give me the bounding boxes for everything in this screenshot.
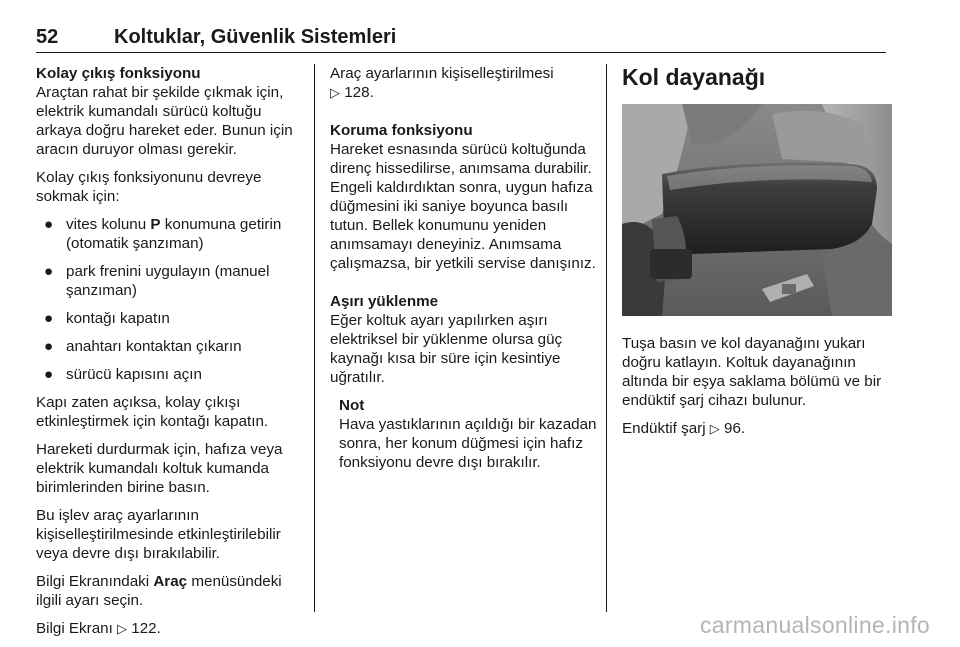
paragraph: Kapı zaten açıksa, kolay çıkışı etkinleştirmek için kontağı kapatın. bbox=[36, 394, 269, 430]
watermark: carmanualsonline.info bbox=[699, 612, 930, 638]
note-text: Hava yastıklarının açıldığı bir kazadan sonra, her konum düğmesi için hafız fonksiyonu devre dışı bırakılır. bbox=[339, 416, 597, 471]
bullet-icon: ● bbox=[44, 366, 54, 383]
paragraph: Bilgi Ekranı ▷ 122. bbox=[36, 620, 161, 637]
paragraph: Eğer koltuk ayarı yapılırken aşırı elektriksel bir yüklenme olursa güç kaynağı kısa bir süre için kesintiye uğratılır. bbox=[330, 312, 563, 386]
easy-exit-heading: Kolay çıkış fonksiyonu bbox=[36, 65, 201, 82]
list-item: ● sürücü kapısını açın bbox=[44, 366, 202, 383]
note-box bbox=[330, 396, 600, 472]
paragraph: Hareket esnasında sürücü koltuğunda direnç hissedilirse, anımsama durabilir. Engeli kaldırdıktan sonra, uygun hafıza düğmesini iki saniye boyunca basılı tutun. Bellek konumunu yeniden anımsamayı deneyiniz. Anımsama çalışmazsa, bir yetkili servise danışınız. bbox=[330, 141, 596, 272]
list-item: ● park frenini uygulayın (manuel şanzıman) bbox=[44, 263, 270, 299]
page-number: 52 bbox=[36, 26, 59, 48]
bullet-list bbox=[36, 215, 308, 384]
list-item: ● vites kolunu P konumuna getirin (otomatik şanzıman) bbox=[44, 216, 282, 252]
column-1 bbox=[36, 64, 308, 647]
column-divider bbox=[606, 64, 607, 612]
paragraph: Bu işlev araç ayarlarının kişiselleştirilmesinde etkinleştirilebilir veya devre dışı bırakılabilir. bbox=[36, 507, 281, 562]
paragraph: Tuşa basın ve kol dayanağını yukarı doğru katlayın. Koltuk dayanağının altında bir eşya saklama bölümü ve bir endüktif şarj cihazı bulunur. bbox=[622, 335, 882, 409]
paragraph: Kolay çıkış fonksiyonunu devreye sokmak için: bbox=[36, 169, 262, 205]
bullet-icon: ● bbox=[44, 263, 54, 280]
reference-arrow-icon: ▷ bbox=[330, 85, 340, 100]
paragraph: Bilgi Ekranındaki Araç menüsündeki ilgili ayarı seçin. bbox=[36, 573, 282, 609]
page-reference-link[interactable]: 122. bbox=[131, 620, 161, 637]
reference-arrow-icon: ▷ bbox=[709, 421, 720, 436]
overload-heading: Aşırı yüklenme bbox=[330, 293, 439, 310]
note-label: Not bbox=[339, 397, 365, 414]
protection-heading: Koruma fonksiyonu bbox=[330, 122, 473, 139]
paragraph: Endüktif şarj ▷ 96. bbox=[622, 420, 746, 437]
column-divider bbox=[314, 64, 315, 612]
page-reference-link[interactable]: 128. bbox=[344, 84, 374, 101]
bullet-icon: ● bbox=[44, 338, 54, 355]
bullet-icon: ● bbox=[44, 310, 54, 327]
list-item: ● kontağı kapatın bbox=[44, 310, 170, 327]
page-reference-link[interactable]: 96. bbox=[724, 420, 746, 437]
bullet-icon: ● bbox=[44, 216, 54, 233]
armrest-photo bbox=[622, 104, 892, 316]
chapter-title: Koltuklar, Güvenlik Sistemleri bbox=[114, 26, 397, 48]
list-item: ● anahtarı kontaktan çıkarın bbox=[44, 338, 242, 355]
reference-arrow-icon: ▷ bbox=[117, 621, 128, 636]
column-2 bbox=[330, 64, 600, 472]
column-3 bbox=[622, 64, 892, 447]
page-header bbox=[36, 26, 886, 53]
paragraph: Hareketi durdurmak için, hafıza veya elektrik kumandalı koltuk kumanda birimlerinden birine basın. bbox=[36, 441, 283, 496]
paragraph: Araç ayarlarının kişiselleştirilmesi ▷ 128. bbox=[330, 65, 554, 101]
armrest-heading: Kol dayanağı bbox=[622, 64, 766, 90]
paragraph: Araçtan rahat bir şekilde çıkmak için, elektrik kumandalı sürücü koltuğu arkaya doğru hareket eder. Bunun için aracın duruyor olması gerekir. bbox=[36, 84, 293, 158]
